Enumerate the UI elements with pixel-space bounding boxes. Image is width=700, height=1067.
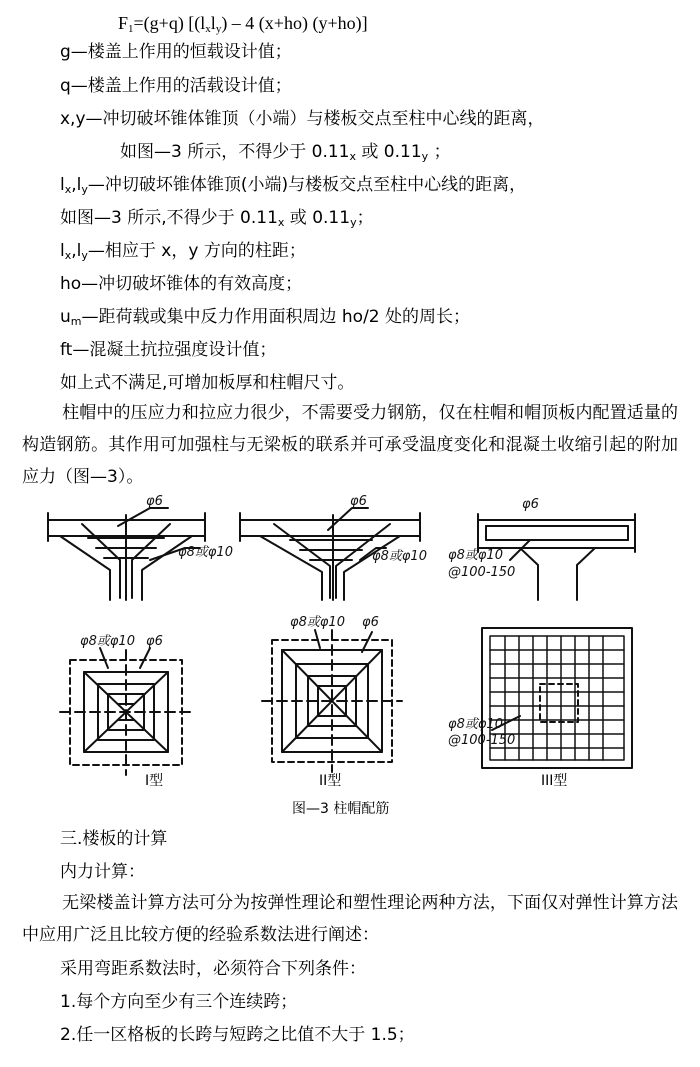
formula-line: $F_1=(g+q)$ [$(l_xl_y) - 4$ (x+ho) (y+ho)] — [118, 13, 368, 35]
label-phi6-plan1: φ6 — [146, 634, 163, 649]
section-heading: 三.楼板的计算 — [60, 829, 168, 849]
label-phi8-10-plan2: φ8或φ10 — [290, 615, 345, 630]
note-line: 如上式不满足,可增加板厚和柱帽尺寸。 — [60, 373, 355, 393]
plan-type-2 — [262, 630, 402, 772]
label-phi8-10-type1: φ8或φ10 — [178, 545, 233, 560]
figure-caption: 图—3 柱帽配筋 — [292, 801, 390, 817]
def-g: g—楼盖上作用的恒载设计值； — [60, 42, 292, 62]
def-ft: ft—混凝土抗拉强度设计值； — [60, 340, 277, 360]
def-column-spacing: $l_x,l_y—$相应于 x，y 方向的柱距； — [60, 241, 306, 262]
label-spacing-plan3: @100-150 — [448, 733, 516, 748]
caption-type-2: II型 — [319, 773, 342, 789]
label-phi8-10-type2: φ8或φ10 — [372, 549, 427, 564]
label-spacing-type3: @100-150 — [448, 565, 516, 580]
label-phi6-type1: φ6 — [146, 494, 163, 509]
caption-type-1: I型 — [145, 773, 164, 789]
def-um: $u_m—$距荷载或集中反力作用面积周边 ho/2 处的周长； — [60, 307, 471, 328]
label-phi6-plan2: φ6 — [362, 615, 379, 630]
def-xy-continued: 如图—3 所示，不得少于 $0.11_x$ 或 $0.11_y$ ； — [120, 142, 451, 163]
def-lxly: $l_x,l_y—$冲切破坏锥体锥顶(小端)与楼板交点至柱中心线的距离， — [60, 175, 527, 196]
def-lxly-continued: 如图—3 所示,不得少于 $0.11_x$ 或 $0.11_y$； — [60, 208, 374, 229]
condition-2: 2.任一区格板的长跨与短跨之比值不大于 1.5； — [60, 1025, 415, 1045]
label-phi6-type3: φ6 — [522, 497, 539, 512]
label-phi8-10-type3: φ8或φ10 — [448, 548, 503, 563]
plan-type-1 — [60, 648, 192, 775]
label-phi8-10-plan1: φ8或φ10 — [80, 634, 135, 649]
condition-1: 1.每个方向至少有三个连续跨； — [60, 992, 298, 1012]
label-phi8-10-plan3: φ8或φ10 — [448, 717, 503, 732]
def-q: q—楼盖上作用的活载设计值； — [60, 76, 292, 96]
label-phi6-type2: φ6 — [350, 494, 367, 509]
conditions-intro: 采用弯距系数法时，必须符合下列条件： — [60, 959, 366, 979]
caption-type-3: III型 — [541, 773, 568, 789]
def-xy: x,y—冲切破坏锥体锥顶（小端）与楼板交点至柱中心线的距离， — [60, 109, 545, 129]
paragraph-column-cap: 柱帽中的压应力和拉应力很少，不需要受力钢筋，仅在柱帽和帽顶板内配置适量的构造钢筋。其作用可加强柱与无梁板的联系并可承受温度变化和混凝土收缩引起的附加应力（图—3）。 — [22, 403, 678, 487]
paragraph-calculation-method: 无梁楼盖计算方法可分为按弹性理论和塑性理论两种方法，下面仅对弹性计算方法中应用广泛且比较方便的经验系数法进行阐述： — [22, 893, 678, 945]
def-ho: ho—冲切破坏锥体的有效高度； — [60, 274, 303, 294]
section-subheading: 内力计算： — [60, 862, 145, 882]
